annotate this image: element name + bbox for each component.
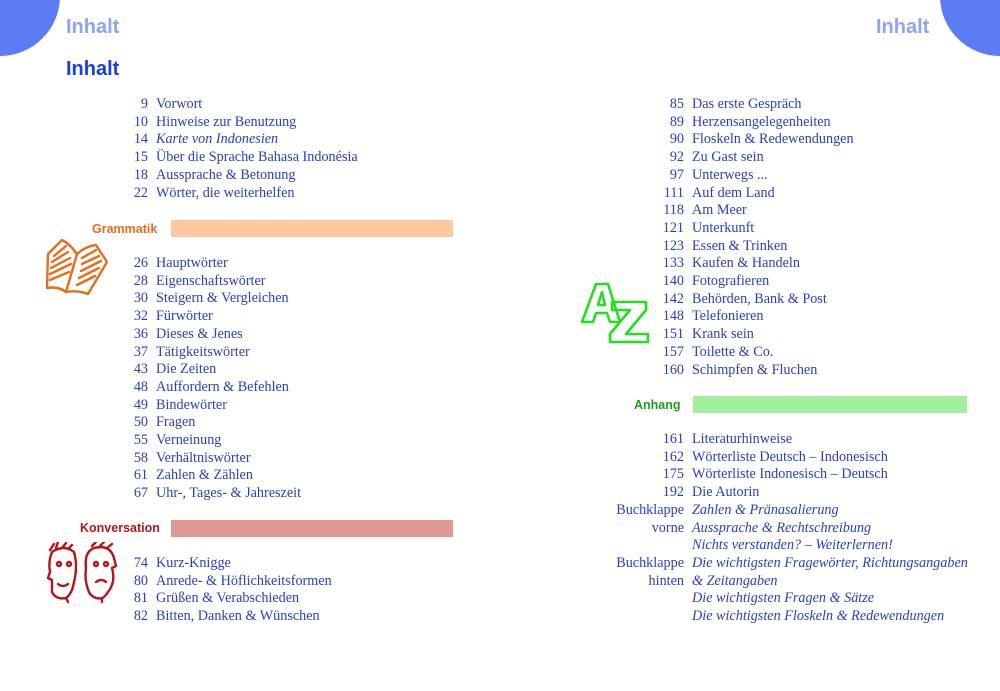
toc-page-number: 30 xyxy=(133,290,148,307)
toc-entry xyxy=(88,450,301,468)
toc-entry-title: Steigern & Vergleichen xyxy=(156,290,289,307)
toc-entry-title: Vorwort xyxy=(156,96,203,112)
toc-entry xyxy=(624,167,854,185)
toc-entry xyxy=(624,185,854,203)
toc-page-number: 80 xyxy=(133,572,148,589)
toc-anhang xyxy=(598,431,968,626)
toc-entry xyxy=(598,502,968,520)
toc-page-number: 14 xyxy=(133,131,148,148)
toc-page-number: 28 xyxy=(133,272,148,289)
toc-page-number: 43 xyxy=(133,361,148,378)
toc-entry xyxy=(88,273,301,291)
toc-entry-title: Am Meer xyxy=(692,202,747,219)
toc-page-number: 89 xyxy=(669,113,684,130)
toc-page-number: 15 xyxy=(133,149,148,166)
toc-entry xyxy=(598,573,968,591)
toc-page-number: 192 xyxy=(662,484,684,501)
toc-entry-title: Schimpfen & Fluchen xyxy=(692,361,818,378)
toc-entry xyxy=(598,466,968,484)
toc-entry xyxy=(88,555,332,573)
toc-entry xyxy=(88,308,301,326)
toc-page-number: Buchklappe xyxy=(616,501,684,518)
toc-entry xyxy=(88,397,301,415)
toc-entry xyxy=(88,590,332,608)
toc-page-number: 142 xyxy=(662,290,684,307)
toc-page-number: 82 xyxy=(133,608,148,625)
toc-entry xyxy=(88,326,301,344)
toc-entry-title: Unterkunft xyxy=(692,219,755,236)
toc-page-number: 111 xyxy=(663,184,684,201)
running-header-left: Inhalt xyxy=(66,16,120,38)
toc-entry-title: Nichts verstanden? – Weiterlernen! xyxy=(692,537,893,554)
toc-entry-title: Herzensangelegenheiten xyxy=(692,113,831,130)
toc-page-number: 133 xyxy=(662,255,684,272)
toc-entry xyxy=(598,608,968,626)
toc-entry xyxy=(624,308,854,326)
toc-page-number: 81 xyxy=(133,590,148,607)
toc-entry xyxy=(624,131,854,149)
toc-page-number: 32 xyxy=(133,308,148,325)
toc-entry xyxy=(624,220,854,238)
toc-entry xyxy=(624,202,854,220)
toc-entry xyxy=(598,555,968,573)
toc-entry-title: Zahlen & Zählen xyxy=(156,467,253,484)
toc-konversation-left xyxy=(88,555,332,626)
toc-entry-title: Dieses & Jenes xyxy=(156,325,243,342)
toc-entry xyxy=(88,573,332,591)
toc-page-number: 123 xyxy=(662,237,684,254)
toc-page-number: 48 xyxy=(133,378,148,395)
toc-entry-title: Bitten, Danken & Wünschen xyxy=(156,608,320,625)
corner-decoration-left xyxy=(0,0,60,56)
toc-page-number: 10 xyxy=(133,113,148,130)
toc-page-number: 151 xyxy=(662,326,684,343)
toc-entry xyxy=(88,361,301,379)
toc-page-number xyxy=(598,608,692,626)
toc-entry-title: Kurz-Knigge xyxy=(156,555,231,571)
toc-entry-title: Die wichtigsten Fragewörter, Richtungsangaben xyxy=(692,554,968,571)
toc-page-number: 9 xyxy=(140,96,148,112)
toc-entry xyxy=(88,290,301,308)
corner-decoration-right xyxy=(940,0,1000,56)
toc-entry xyxy=(88,344,301,362)
toc-entry-title: Fotografieren xyxy=(692,273,770,290)
toc-entry-title: Auffordern & Befehlen xyxy=(156,378,289,395)
toc-entry-title: Anrede- & Höflichkeitsformen xyxy=(156,572,332,589)
toc-entry-title: Auf dem Land xyxy=(692,184,775,201)
toc-page-number: 85 xyxy=(669,96,684,112)
toc-entry xyxy=(88,149,358,167)
toc-page-number: 18 xyxy=(133,166,148,183)
toc-entry xyxy=(598,484,968,502)
toc-entry xyxy=(624,291,854,309)
toc-page-number: 74 xyxy=(133,555,148,571)
toc-entry-title: Über die Sprache Bahasa Indonésia xyxy=(156,149,358,166)
toc-page-number: 175 xyxy=(662,466,684,483)
toc-page-number: 162 xyxy=(662,448,684,465)
toc-entry xyxy=(598,590,968,608)
section-label-konversation: Konversation xyxy=(80,521,160,535)
toc-entry xyxy=(598,449,968,467)
toc-page-number: 50 xyxy=(133,414,148,431)
toc-page-number: 148 xyxy=(662,308,684,325)
section-bar-anhang xyxy=(693,396,967,413)
toc-entry xyxy=(624,344,854,362)
toc-entry-title: Eigenschaftswörter xyxy=(156,272,266,289)
toc-entry xyxy=(624,273,854,291)
toc-entry xyxy=(624,238,854,256)
toc-page-number: 161 xyxy=(662,431,684,447)
toc-entry xyxy=(88,255,301,273)
toc-entry xyxy=(88,432,301,450)
toc-entry xyxy=(598,431,968,449)
toc-entry-title: Uhr-, Tages- & Jahreszeit xyxy=(156,485,302,502)
toc-page-number: 92 xyxy=(669,149,684,166)
toc-entry xyxy=(88,485,301,503)
section-bar-konversation xyxy=(171,520,453,537)
toc-page-number: 37 xyxy=(133,343,148,360)
toc-entry xyxy=(624,114,854,132)
toc-entry-title: Wörter, die weiterhelfen xyxy=(156,184,295,201)
toc-entry-title: Unterwegs ... xyxy=(692,166,768,183)
toc-entry-title: Fragen xyxy=(156,414,196,431)
toc-entry xyxy=(88,96,358,114)
toc-entry xyxy=(88,167,358,185)
toc-entry-title: Die Zeiten xyxy=(156,361,217,378)
toc-entry xyxy=(88,414,301,432)
a-z-icon xyxy=(578,280,652,351)
toc-page-number: 140 xyxy=(662,273,684,290)
toc-entry-title: Wörterliste Deutsch – Indonesisch xyxy=(692,448,888,465)
toc-entry-title: Verhältniswörter xyxy=(156,449,251,466)
toc-page-number: 61 xyxy=(133,467,148,484)
section-label-grammatik: Grammatik xyxy=(92,222,158,236)
toc-entry-title: Grüßen & Verabschieden xyxy=(156,590,300,607)
toc-page-number xyxy=(598,590,692,608)
toc-page-number: 97 xyxy=(669,166,684,183)
toc-page-number: 67 xyxy=(133,485,148,502)
toc-entry-title: Behörden, Bank & Post xyxy=(692,290,827,307)
toc-entry-title: Hinweise zur Benutzung xyxy=(156,113,297,130)
toc-entry-title: Toilette & Co. xyxy=(692,343,774,360)
toc-page-number: 55 xyxy=(133,432,148,449)
running-header-right: Inhalt xyxy=(876,16,930,38)
toc-entry xyxy=(88,185,358,203)
toc-entry xyxy=(88,379,301,397)
toc-entry-title: Wörterliste Indonesisch – Deutsch xyxy=(692,466,888,483)
toc-entry-title: Verneinung xyxy=(156,432,222,449)
toc-entry-title: Aussprache & Betonung xyxy=(156,166,296,183)
toc-entry xyxy=(598,520,968,538)
toc-page-number: 22 xyxy=(133,184,148,201)
toc-page-number: 58 xyxy=(133,449,148,466)
toc-entry-title: Aussprache & Rechtschreibung xyxy=(692,519,872,536)
toc-entry xyxy=(624,96,854,114)
toc-entry-title: Hauptwörter xyxy=(156,255,228,271)
toc-entry xyxy=(598,537,968,555)
toc-page-number: hinten xyxy=(648,572,684,589)
page-title: Inhalt xyxy=(66,58,120,80)
toc-entry xyxy=(624,149,854,167)
toc-entry-title: Literaturhinweise xyxy=(692,431,793,447)
toc-page-number xyxy=(598,537,692,555)
toc-entry xyxy=(624,255,854,273)
toc-entry-title: Telefonieren xyxy=(692,308,764,325)
toc-page-number: vorne xyxy=(651,519,684,536)
toc-entry-title: Die wichtigsten Fragen & Sätze xyxy=(692,590,875,607)
toc-entry xyxy=(624,326,854,344)
toc-entry-title: Das erste Gespräch xyxy=(692,96,802,112)
toc-entry-title: Kaufen & Handeln xyxy=(692,255,800,272)
toc-entry-title: Fürwörter xyxy=(156,308,213,325)
toc-entry-title: Tätigkeitswörter xyxy=(156,343,250,360)
toc-page-number: 26 xyxy=(133,255,148,271)
toc-entry-title: Die wichtigsten Floskeln & Redewendungen xyxy=(692,608,945,625)
toc-entry-title: Krank sein xyxy=(692,326,754,343)
toc-entry xyxy=(88,608,332,626)
toc-entry-title: Bindewörter xyxy=(156,396,227,413)
toc-page-number: 157 xyxy=(662,343,684,360)
toc-page-number: 118 xyxy=(663,202,684,219)
toc-entry xyxy=(88,467,301,485)
toc-page-number: 90 xyxy=(669,131,684,148)
toc-entry xyxy=(88,114,358,132)
toc-entry-title: Essen & Trinken xyxy=(692,237,788,254)
section-bar-grammatik xyxy=(171,220,453,237)
section-label-anhang: Anhang xyxy=(634,398,681,412)
toc-intro xyxy=(88,96,358,202)
toc-page-number: 160 xyxy=(662,361,684,378)
toc-page-number: 121 xyxy=(662,219,684,236)
toc-entry xyxy=(88,131,358,149)
toc-entry xyxy=(624,362,854,380)
toc-konversation-right xyxy=(624,96,854,379)
toc-entry-title: Floskeln & Redewendungen xyxy=(692,131,854,148)
toc-entry-title: Zahlen & Pränasalierung xyxy=(692,501,839,518)
toc-entry-title: Zu Gast sein xyxy=(692,149,764,166)
toc-entry-title: Karte von Indonesien xyxy=(156,131,279,148)
toc-page-number: Buchklappe xyxy=(616,554,684,571)
toc-grammatik xyxy=(88,255,301,503)
toc-page-number: 36 xyxy=(133,325,148,342)
toc-entry-title: Die Autorin xyxy=(692,484,760,501)
toc-entry-title: & Zeitangaben xyxy=(692,572,778,589)
toc-page-number: 49 xyxy=(133,396,148,413)
